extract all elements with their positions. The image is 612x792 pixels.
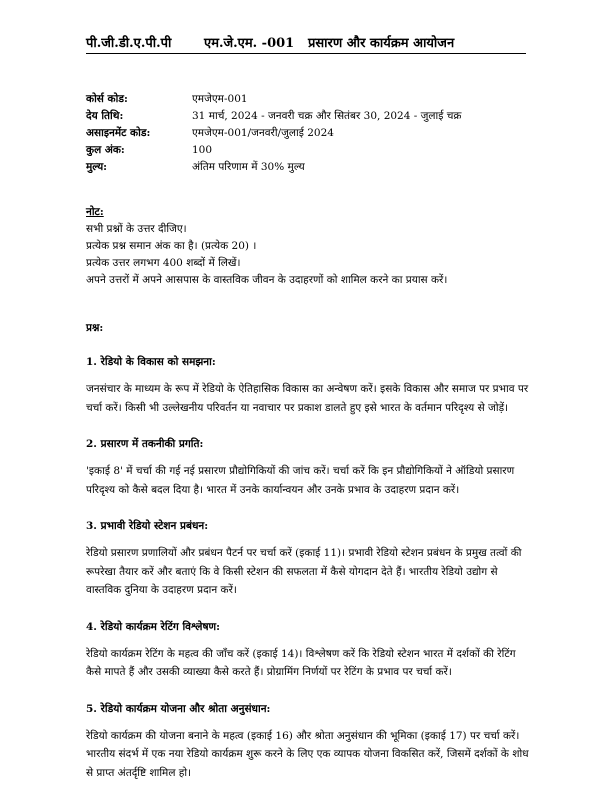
course-code-heading: एम.जे.एम. -001 [204,36,295,51]
note-line: सभी प्रश्नों के उत्तर दीजिए। [86,223,187,235]
meta-label: कुल अंक: [86,144,125,156]
instructions-note [86,204,526,289]
question-body: रेडियो कार्यक्रम रेटिंग के महत्व की जाँच करें (इकाई 14)। विश्लेषण करें कि रेडियो स्टेशन भारत में दर्शकों की रेटिंग कैसे मापते हैं और उसकी व्याख्या कैसे करते हैं। प्रोग्रामिंग निर्णयों पर रेटिंग के प्रभाव पर चर्चा करें। [86,647,516,678]
meta-value: 100 [192,144,213,156]
meta-row-total-marks [86,142,462,159]
question-body: रेडियो कार्यक्रम की योजना बनाने के महत्व (इकाई 16) और श्रोता अनुसंधान की भूमिका (इकाई 17) पर चर्चा करें। भारतीय संदर्भ में एक नया रेडियो कार्यक्रम शुरू करने के लिए एक व्यापक योजना विकसित करें, जिसमें दर्शकों के शोध से प्राप्त अंतर्दृष्टि शामिल हो। [86,729,529,779]
questions-heading: प्रश्न: [86,322,104,334]
note-line: अपने उत्तरों में अपने आसपास के वास्तविक जीवन के उदाहरणों को शामिल करने का प्रयास करें। [86,274,448,286]
question-body: जनसंचार के माध्यम के रूप में रेडियो के ऐतिहासिक विकास का अन्वेषण करें। इसके विकास और समाज पर प्रभाव पर चर्चा करें। किसी भी उल्लेखनीय परिवर्तन या नवाचार पर प्रकाश डालते हुए इसे भारत के वर्तमान परिदृश्य से जोड़ें। [86,383,529,414]
question-body: रेडियो प्रसारण प्रणालियों और प्रबंधन पैटर्न पर चर्चा करें (इकाई 11)। प्रभावी रेडियो स्टेशन प्रबंधन के प्रमुख तत्वों की रूपरेखा तैयार करें और बताएं कि वे किसी स्टेशन की सफलता में कैसे योगदान देते हैं। भारतीय रेडियो उद्योग से वास्तविक दुनिया के उदाहरण प्रदान करें। [86,547,522,596]
meta-row-due-date [86,108,462,125]
meta-label: मुल्य: [86,161,108,173]
note-title: नोट: [86,206,104,218]
question-title: 4. रेडियो कार्यक्रम रेटिंग विश्लेषण: [86,620,220,633]
meta-label: असाइनमेंट कोड: [86,127,151,139]
note-line: प्रत्येक प्रश्न समान अंक का है। (प्रत्येक 20) । [86,240,257,252]
meta-row-assignment-code [86,125,462,142]
course-meta [86,91,462,176]
question-title: 1. रेडियो के विकास को समझना: [86,356,216,368]
meta-value: 31 मार्च, 2024 - जनवरी चक्र और सितंबर 30, 2024 - जुलाई चक्र [192,110,462,122]
meta-label: देय तिथि: [86,110,124,122]
question-title: 2. प्रसारण में तकनीकी प्रगति: [86,438,204,450]
questions-section [86,321,534,782]
meta-value: एमजेएम-001/जनवरी/जुलाई 2024 [192,127,334,139]
question-title: 5. रेडियो कार्यक्रम योजना और श्रोता अनुसंधान: [86,702,271,715]
document-header [86,33,526,54]
question-title: 3. प्रभावी रेडियो स्टेशन प्रबंधन: [86,520,209,532]
meta-row-course-code [86,91,462,108]
meta-row-weightage [86,159,462,176]
question-body: 'इकाई 8' में चर्चा की गई नई प्रसारण प्रौद्योगिकियों की जांच करें। चर्चा करें कि इन प्रौद्योगिकियों ने ऑडियो प्रसारण परिदृश्य को कैसे बदल दिया है। भारत में उनके कार्यान्वयन और उनके प्रभाव के उदाहरण प्रदान करें। [86,465,515,496]
note-line: प्रत्येक उत्तर लगभग 400 शब्दों में लिखें। [86,257,241,269]
meta-label: कोर्स कोड: [86,93,128,105]
course-title: प्रसारण और कार्यक्रम आयोजन [308,36,455,51]
meta-value: एमजेएम-001 [192,93,248,105]
program-name: पी.जी.डी.ए.पी.पी [86,36,172,51]
meta-value: अंतिम परिणाम में 30% मुल्य [192,161,305,173]
